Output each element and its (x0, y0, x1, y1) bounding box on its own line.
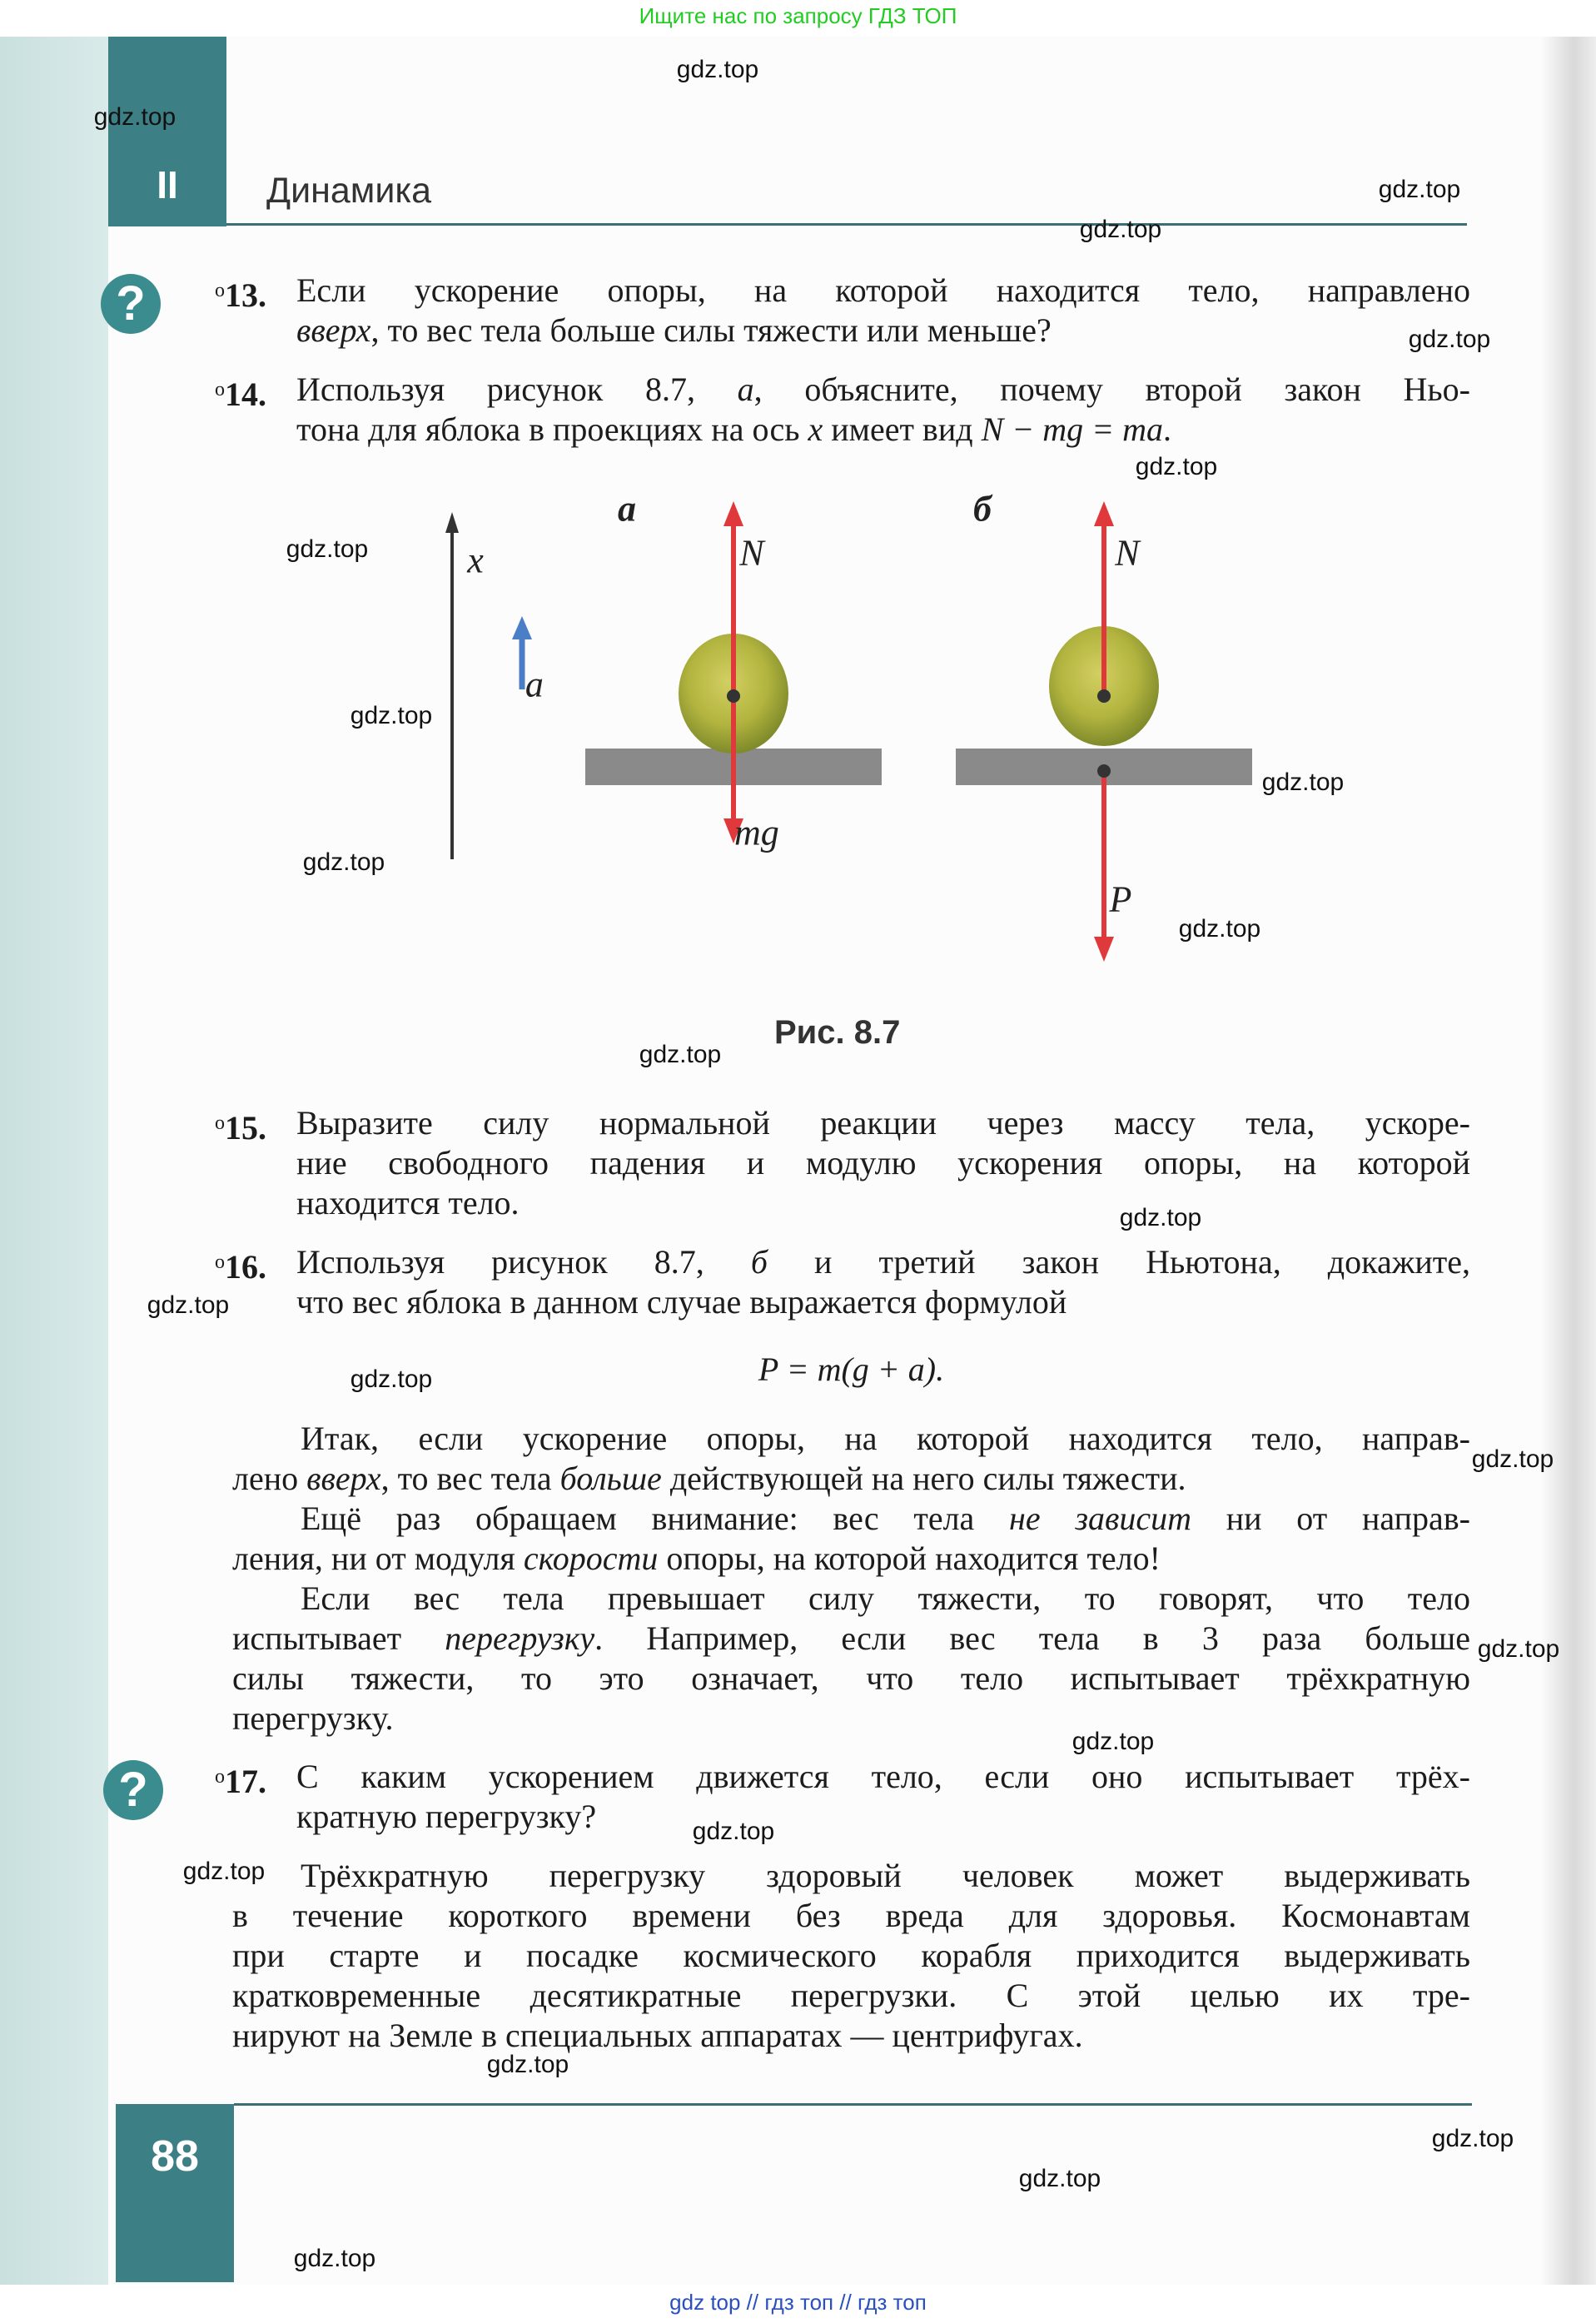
italic-text: x (808, 410, 823, 448)
text-segment: Ещё раз обращаем внимание: вес тела (301, 1500, 1010, 1537)
text-segment: тона для яблока в проекциях на ось (296, 410, 808, 448)
text-segment: ления, ни от модуля (232, 1540, 524, 1577)
text-segment: силы тяжести, то это означает, что тело испытывает трёхкратную (232, 1659, 1470, 1697)
figure-caption: Рис. 8.7 (774, 1014, 901, 1051)
watermark: gdz.top (1071, 1728, 1155, 1755)
footer-divider (234, 2103, 1472, 2106)
watermark: gdz.top (1261, 769, 1345, 796)
watermark: gdz.top (486, 2051, 569, 2078)
watermark: gdz.top (1408, 326, 1491, 353)
text-segment: Используя рисунок 8.7, (296, 371, 738, 408)
question-number: $^o$15. (215, 1109, 266, 1147)
x-axis-arrow (445, 512, 459, 859)
watermark: gdz.top (93, 103, 177, 131)
watermark: gdz.top (147, 1291, 230, 1319)
question-icon: ? (103, 1760, 163, 1820)
text-line (296, 1757, 1470, 1797)
text-segment: находится тело. (296, 1184, 520, 1221)
italic-text: скорости (523, 1540, 659, 1577)
x-axis-label: x (467, 540, 484, 581)
italic-text: а (737, 371, 754, 408)
question-icon: ? (101, 274, 161, 334)
watermark: gdz.top (1119, 1204, 1202, 1231)
text-segment: . (1163, 410, 1172, 448)
italic-text: не зависит (1009, 1500, 1191, 1537)
question-number: $^o$13. (215, 276, 266, 314)
text-segment: кратковременные десятикратные перегрузки. С этой целью их тре- (232, 1977, 1470, 2014)
italic-text: б (750, 1243, 768, 1281)
panel-label-a: а (618, 488, 636, 530)
figure-8-7 (0, 0, 1596, 1049)
italic-text: N − mg = ma (981, 410, 1164, 448)
text-line (296, 1797, 1470, 1837)
text-line (232, 1539, 1470, 1579)
text-segment: Если ускорение опоры, на которой находится тело, направлено (296, 271, 1470, 309)
text-line (296, 1242, 1470, 1282)
text-line (232, 1419, 1470, 1459)
text-line (232, 1699, 1470, 1739)
question-15 (215, 1103, 1470, 1223)
text-segment: ние свободного падения и модулю ускорения опоры, на которой (296, 1144, 1470, 1181)
weight-force-arrow (1094, 771, 1114, 962)
center-of-mass-a (727, 689, 740, 703)
text-line (296, 1282, 1470, 1322)
text-segment: в течение короткого времени без вреда для здоровья. Космонавтам (232, 1897, 1470, 1934)
text-line (232, 1856, 1470, 1896)
text-segment: кратную перегрузку? (296, 1798, 597, 1835)
text-segment: С каким ускорением движется тело, если оно испытывает трёх- (296, 1758, 1470, 1795)
text-line (232, 1896, 1470, 1936)
footer-links[interactable]: gdz top // гдз топ // гдз топ (669, 2290, 927, 2315)
text-line (232, 1659, 1470, 1699)
text-segment: , то вес тела больше силы тяжести или меньше? (370, 311, 1052, 349)
text-segment: Итак, если ускорение опоры, на которой находится тело, направ- (301, 1420, 1470, 1457)
watermark: gdz.top (350, 1365, 433, 1393)
watermark: gdz.top (1178, 915, 1261, 943)
watermark: gdz.top (639, 1041, 722, 1068)
text-segment: опоры, на которой находится тело! (658, 1540, 1161, 1577)
watermark: gdz.top (1431, 2125, 1514, 2152)
gravity-force-label: mg⃗ (734, 812, 808, 853)
text-segment: , объясните, почему второй закон Ньо- (753, 371, 1470, 408)
italic-text: вверх (306, 1460, 381, 1497)
watermark: gdz.top (1135, 453, 1218, 480)
italic-text: вверх (296, 311, 371, 349)
watermark: gdz.top (1471, 1445, 1554, 1473)
text-line (296, 1183, 1470, 1223)
text-line (232, 1579, 1470, 1619)
text-segment: при старте и посадке космического корабля приходится выдерживать (232, 1937, 1470, 1974)
italic-text: перегрузку (445, 1619, 595, 1657)
question-number: $^o$17. (215, 1763, 266, 1800)
acceleration-label: a⃗ (525, 664, 573, 705)
chapter-number: II (157, 163, 178, 206)
watermark: gdz.top (302, 848, 385, 876)
watermark: gdz.top (182, 1858, 266, 1885)
contact-point-b (1097, 764, 1111, 778)
text-segment: Трёхкратную перегрузку здоровый человек может выдерживать (301, 1857, 1470, 1894)
italic-text: больше (559, 1460, 662, 1497)
text-line (296, 1143, 1470, 1183)
paragraph-cosmonauts (232, 1856, 1470, 2056)
weight-force-label: P⃗ (1109, 878, 1161, 920)
text-segment: перегрузку. (232, 1699, 394, 1737)
watermark: gdz.top (1378, 176, 1461, 203)
text-segment: лено (232, 1460, 307, 1497)
text-segment: действующей на него силы тяжести. (661, 1460, 1186, 1497)
question-number: $^o$14. (215, 376, 266, 413)
text-line (232, 1499, 1470, 1539)
text-line (232, 1619, 1470, 1659)
normal-force-label-b: N⃗ (1115, 532, 1168, 574)
panel-label-b: б (973, 488, 992, 530)
question-number: $^o$16. (215, 1248, 266, 1286)
watermark: gdz.top (1018, 2165, 1101, 2192)
text-segment: . Например, если вес тела в 3 раза больше (594, 1619, 1470, 1657)
watermark: gdz.top (692, 1818, 775, 1845)
watermark: gdz.top (286, 535, 369, 563)
text-segment: имеет вид (823, 410, 982, 448)
watermark: gdz.top (350, 702, 433, 729)
text-segment: и третий закон Ньютона, докажите, (767, 1243, 1470, 1281)
top-banner[interactable]: Ищите нас по запросу ГДЗ ТОП (639, 3, 957, 28)
text-segment: Выразите силу нормальной реакции через массу тела, ускоре- (296, 1104, 1470, 1142)
question-17 (215, 1757, 1470, 1837)
watermark: gdz.top (1477, 1635, 1560, 1663)
text-line (232, 1459, 1470, 1499)
text-segment: нируют на Земле в специальных аппаратах — центрифугах. (232, 2017, 1083, 2054)
text-segment: , то вес тела (380, 1460, 560, 1497)
text-segment: Если вес тела превышает силу тяжести, то говорят, что тело (301, 1579, 1470, 1617)
question-16 (215, 1242, 1470, 1322)
text-segment: ни от направ- (1191, 1500, 1471, 1537)
watermark: gdz.top (1079, 216, 1162, 243)
paragraph-overload (232, 1419, 1470, 1739)
chapter-title: Динамика (266, 171, 432, 211)
text-line (232, 1976, 1470, 2016)
text-segment: испытывает (232, 1619, 445, 1657)
page-number: 88 (151, 2132, 199, 2181)
watermark: gdz.top (293, 2245, 376, 2272)
watermark: gdz.top (676, 56, 759, 83)
normal-force-label-a: N⃗ (739, 532, 793, 574)
center-of-mass-b (1097, 689, 1111, 703)
weight-formula: P = m(g + a). (758, 1351, 945, 1388)
text-line (232, 2016, 1470, 2056)
text-line (232, 1936, 1470, 1976)
text-line (296, 1103, 1470, 1143)
text-segment: Используя рисунок 8.7, (296, 1243, 751, 1281)
text-segment: что вес яблока в данном случае выражается формулой (296, 1283, 1067, 1321)
